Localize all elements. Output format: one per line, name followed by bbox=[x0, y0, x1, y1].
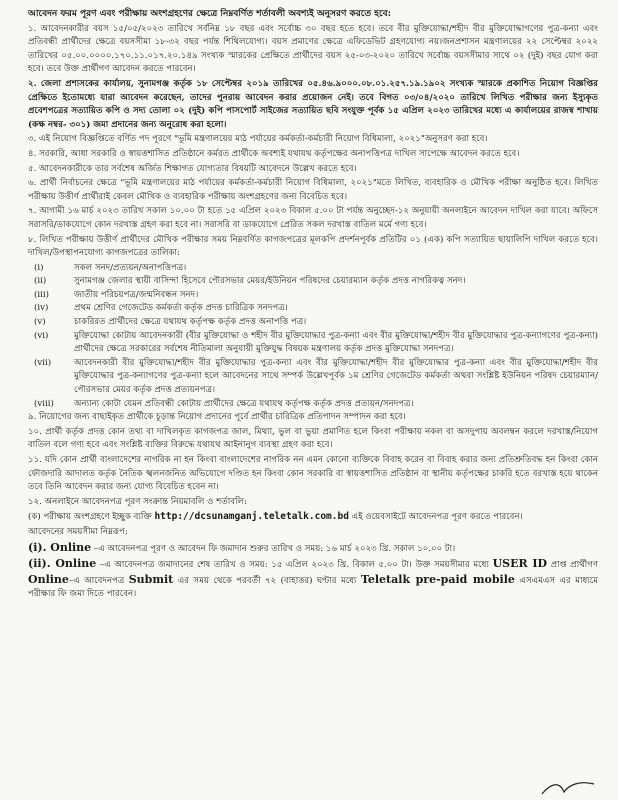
list-item: (viii) অন্যান্য কোটা যেমন প্রতিবন্ধী কোটায় প্রার্থীদের ক্ষেত্রে যথাযথ কর্তৃপক্ষ কর্তৃক প্রদত্ত প্রত্যয়ন/সনদপত্র। bbox=[34, 398, 414, 409]
list-item: (vi) মুক্তিযোদ্ধা কোটায় আবেদনকারী (বীর মুক্তিযোদ্ধা ও শহীদ বীর মুক্তিযোদ্ধার পুত্র-কন্যা এবং বীর মুক্তিযোদ্ধা/শহীদ বীর মুক্তিযোদ্ধার পুত্র-কন্যাগণের পুত্র-কন্যা) প্রার্থীদের ক্ষেত্রে সরকারের সর্বশেষ নীতিমালা অনুযায়ী মুক্তিযুদ্ধ বিষয়ক মন্ত্রণালয় কর্তৃক প্রদত্ত মুক্তিযোদ্ধা সনদপত্র। bbox=[34, 330, 598, 355]
condition-11: ১১. যদি কোন প্রার্থী বাংলাদেশের নাগরিক না হন কিংবা বাংলাদেশের নাগরিক নন এমন কোনো ব্যক্তিকে বিবাহ করেন বা বিবাহ করার জন্য প্রতিশ্রুতিবদ্ধ হন কিংবা কোন ফৌজদারি আদালত কর্তৃক নৈতিক স্খলনজনিত অভিযোগে দণ্ডিত হন কিংবা কোন সরকারি বা স্বায়ত্তশাসিত প্রতিষ্ঠান বা স্থানীয় কর্তৃপক্ষের চাকরি হতে বরখাস্ত হয়ে থাকেন তবে তিনি আবেদন করার জন্য যোগ্য বিবেচিত হবেন না। bbox=[28, 455, 598, 493]
list-item: (iv) প্রথম শ্রেণির গেজেটেড কর্মকর্তা কর্তৃক প্রদত্ত চারিত্রিক সনদপত্র। bbox=[34, 303, 288, 314]
list-item: (ii) সুনামগঞ্জ জেলার স্থায়ী বাসিন্দা হিসেবে পৌরসভার মেয়র/ইউনিয়ন পরিষদের চেয়ারম্যান কর্তৃক প্রদত্ত নাগরিকত্ব সনদ। bbox=[34, 276, 466, 287]
list-item: (i) সকল সনদ/প্রত্যয়ন/অনাপত্তিপত্র। bbox=[34, 262, 187, 273]
list-item: (iii) জাতীয় পরিচয়পত্র/জন্মনিবন্ধন সনদ। bbox=[34, 289, 199, 300]
condition-7: ৭. আগামী ১৬ মার্চ ২০২৩ তারিখ সকাল ১০.০০ টা হতে ১৫ এপ্রিল ২০২৩ বিকাল ৫.০০ টা পর্যন্ত অনুচ্ছেদ-১২ অনুযায়ী অনলাইনে আবেদন দাখিল করা যাবে। অফিসে সরাসরি/ডাকযোগে কোন দরখাস্ত গ্রহণ করা হবে না। সরাসরি বা ডাকযোগে প্রেরিত সকল দরখাস্ত বাতিল মর্মে গণ্য হবে। bbox=[28, 206, 599, 230]
condition-12: ১২. অনলাইনে আবেদনপত্র পূরণ সংক্রান্ত নিয়মাবলি ও শর্তাবলি: bbox=[28, 496, 247, 507]
documents-list bbox=[28, 262, 598, 412]
document-page bbox=[28, 8, 598, 796]
condition-5: ৫. আবেদনকারীকে তার সর্বশেষ অর্জিত শিক্ষাগত যোগ্যতার বিষয়টি আবেদনে উল্লেখ করতে হবে। bbox=[28, 163, 357, 174]
schedule-label: আবেদনের সময়সীমা নিম্নরূপ: bbox=[28, 526, 128, 537]
condition-2: ২. জেলা প্রশাসকের কার্যালয়, সুনামগঞ্জ কর্তৃক ১৮ সেপ্টেম্বর ২০১৯ তারিখের ০৫.৪৬.৯০০০.০৮.০১.২৫৭.১৯.১৯০২ সংখ্যক স্মারকে প্রকাশিত নিয়োগ বিজ্ঞপ্তির প্রেক্ষিতে ইতোমধ্যে যারা আবেদন করেছেন, তাদের পুনরায় আবেদন করার প্রয়োজন নেই। তবে বিগত ০৩/০৪/২০২০ তারিখে লিখিত পরীক্ষার জন্য ইস্যুকৃত প্রবেশপত্রের সত্যায়িত কপি ও সদ্য তোলা ০২ (দুই) কপি পাসপোর্ট সাইজের সত্যায়িত ছবি সংযুক্ত পূর্বক ১৫ এপ্রিল ২০২৩ তারিখের মধ্যে এ কার্যালয়ের রাজস্ব শাখায় (কক্ষ নম্বর- ৩০১) জমা প্রদানের জন্য অনুরোধ করা হলো। bbox=[28, 78, 598, 130]
signature-mark bbox=[538, 778, 598, 798]
condition-6: ৬. প্রার্থী নির্বাচনের ক্ষেত্রে "ভূমি মন্ত্রণালয়ের মাঠ পর্যায়ের কর্মকর্তা-কর্মচারী নিয়োগ বিধিমালা, ২০২১"মতে লিখিত, ব্যবহারিক ও মৌখিক পরীক্ষা অনুষ্ঠিত হবে। লিখিত পরীক্ষায় উত্তীর্ণ প্রার্থীরাই কেবল মৌখিক ও ব্যবহারিক পরীক্ষায় অংশগ্রহণের জন্য বিবেচিত হবে। bbox=[28, 178, 598, 202]
online-ka: (ক) পরীক্ষায় অংশগ্রহণে ইচ্ছুক ব্যক্তি http://dcsunamganj.teletalk.com.bd এই ওয়েবসাইটে আবেদনপত্র পূরণ করতে পারবেন। bbox=[28, 511, 523, 523]
condition-4: ৪. সরকারি, আধা সরকারি ও স্বায়ত্তশাসিত প্রতিষ্ঠানে কর্মরত প্রার্থীকে অবশ্যই যথাযথ কর্তৃপক্ষের অনাপত্তিপত্র দাখিল সাপেক্ষে আবেদন করতে হবে। bbox=[28, 148, 520, 159]
website-link[interactable]: http://dcsunamganj.teletalk.com.bd bbox=[154, 511, 349, 523]
online-i: (i). Online –এ আবেদনপত্র পূরণ ও আবেদন ফি জমাদান শুরুর তারিখ ও সময়: ১৬ মার্চ ২০২৩ খ্রি. সকাল ১০.০০ টা। bbox=[28, 540, 456, 554]
condition-9: ৯. নিয়োগের জন্য বাছাইকৃত প্রার্থীকে চূড়ান্ত নিয়োগ প্রদানের পূর্বে প্রার্থীর চারিত্রিক প্রতিপাদন সম্পাদন করা হবে। bbox=[28, 412, 406, 423]
list-item: (v) চাকরিরত প্রার্থীদের ক্ষেত্রে যথাযথ কর্তৃপক্ষ কর্তৃক প্রদত্ত অনাপত্তি পত্র। bbox=[34, 317, 307, 328]
condition-10: ১০. প্রার্থী কর্তৃক প্রদত্ত কোন তথ্য বা দাখিলকৃত কাগজপত্র জাল, মিথ্যা, ভুল বা ভুয়া প্রমাণিত হলে কিংবা পরীক্ষায় নকল বা অসদুপায় অবলম্বন করলে দরখাস্ত/নিয়োগ বাতিল বলে গণ্য হবে এবং সংশ্লিষ্ট ব্যক্তির বিরুদ্ধে যথাযথ আইনানুগ ব্যবস্থা গ্রহণ করা হবে। bbox=[28, 426, 598, 451]
online-ii: (ii). Online –এ আবেদনপত্র জমাদানের শেষ তারিখ ও সময়: ১৫ এপ্রিল ২০২৩ খ্রি. বিকাল ৫.০০ টা। উক্ত সময়সীমার মধ্যে USER ID প্রাপ্ত প্রার্থীগণ Online–এ আবেদনপত্র Submit এর সময় থেকে পরবর্তী ৭২ (বাহাত্তর) ঘণ্টার মধ্যে Teletalk pre-paid mobile এসএমএস এর মাধ্যমে পরীক্ষার ফি জমা দিতে পারবেন। bbox=[28, 557, 599, 600]
condition-8: ৮. লিখিত পরীক্ষায় উত্তীর্ণ প্রার্থীদের মৌখিক পরীক্ষার সময় নিম্নবর্ণিত কাগজপত্রের মূলকপি প্রদর্শনপূর্বক প্রতিটির ০১ (এক) কপি সত্যায়িত ছায়ালিপি দাখিল করতে হবে। দাখিল/উপস্থাপনযোগ্য কাগজপত্রের তালিকা: bbox=[28, 234, 598, 259]
conditions-heading: আবেদন ফরম পূরণ এবং পরীক্ষায় অংশগ্রহণের ক্ষেত্রে নিম্নবর্ণিত শর্তাবলী অবশ্যই অনুসরণ করতে হবে: bbox=[28, 9, 391, 19]
list-item: (vii) আবেদনকারী বীর মুক্তিযোদ্ধা/শহীদ বীর মুক্তিযোদ্ধার পুত্র-কন্যা এবং বীর মুক্তিযোদ্ধা/শহীদ বীর মুক্তিযোদ্ধার পুত্র-কন্যা এবং বীর মুক্তিযোদ্ধা/শহীদ বীর মুক্তিযোদ্ধার পুত্র-কন্যাগণের পুত্র-কন্যা হলে আবেদনের সাথে সম্পর্ক উল্লেখপূর্বক ১ম শ্রেণির গেজেটেড কর্মকর্তা অথবা সংশ্লিষ্ট ইউনিয়ন পরিষদ চেয়ারম্যান/পৌরসভার মেয়র কর্তৃক প্রদত্ত প্রত্যয়নপত্র। bbox=[34, 357, 598, 396]
condition-3: ৩. এই নিয়োগ বিজ্ঞপ্তিতে বর্ণিত পদ পূরণে "ভূমি মন্ত্রণালয়ের মাঠ পর্যায়ের কর্মকর্তা-কর্মচারী নিয়োগ বিধিমালা, ২০২১"অনুসরণ করা হবে। bbox=[28, 134, 488, 145]
condition-1: ১. আবেদনকারীর বয়স ১৫/০৫/২০২৩ তারিখে সর্বনিম্ন ১৮ বছর এবং সর্বোচ্চ ৩০ বছর হতে হবে। তবে বীর মুক্তিযোদ্ধা/শহীদ বীর মুক্তিযোদ্ধাগণের পুত্র-কন্যা এবং প্রতিবন্ধী প্রার্থীদের ক্ষেত্রে বয়সসীমা ১৮-৩২ বছর পর্যন্ত শিথিলযোগ্য। বয়স প্রমাণের ক্ষেত্রে এফিডেভিট গ্রহণযোগ্য নয়।জনপ্রশাসন মন্ত্রণালয়ের ২২ সেপ্টেম্বর ২০২২ তারিখের ০৫.০০.০০০০.১৭০.১১.০১৭.২০.১৪৯ সংখ্যক স্মারকের প্রেক্ষিতে প্রার্থীদের বয়স ২৫-০৩-২০২০ তারিখে সর্বোচ্চ বয়সসীমার সাথে ০২ (দুই) বছর যোগ করা হবে। তবে উক্ত প্রার্থীগণ আবেদন করতে পারবেন। bbox=[28, 23, 598, 75]
